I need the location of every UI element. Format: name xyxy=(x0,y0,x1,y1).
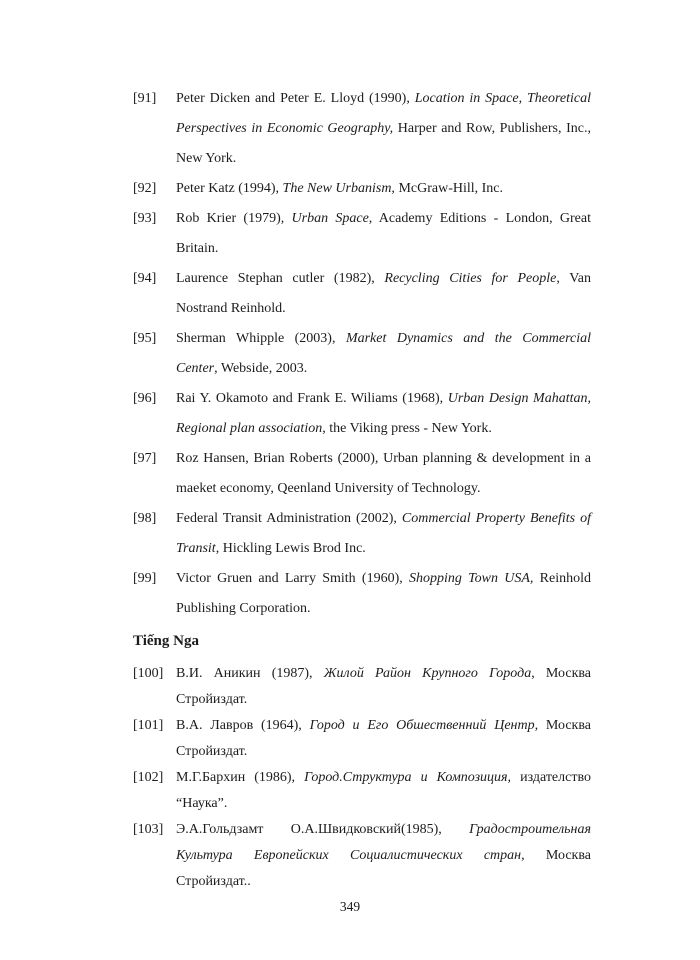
ref-line xyxy=(176,144,591,174)
ref-title-segment: Commercial Property Benefits of xyxy=(401,511,591,526)
ref-number: [103] xyxy=(133,822,164,837)
reference-entry xyxy=(133,661,591,713)
reference-entry xyxy=(133,765,591,817)
ref-line xyxy=(176,869,591,895)
ref-title-segment: Location in Space, Theoretical xyxy=(414,91,591,106)
ref-line xyxy=(176,594,591,624)
ref-text-segment: Rai Y. Okamoto and Frank E. Wiliams (1968), xyxy=(176,391,448,406)
ref-line xyxy=(176,204,591,234)
ref-title-segment: Urban Space, xyxy=(291,211,373,226)
ref-text-segment: Laurence Stephan cutler (1982), xyxy=(176,271,385,286)
ref-number: [98] xyxy=(133,511,157,526)
ref-title-segment: The New Urbanism, xyxy=(282,181,395,196)
ref-line xyxy=(176,354,591,384)
ref-number: [101] xyxy=(133,718,164,733)
ref-text-segment: Peter Katz (1994), xyxy=(176,181,283,196)
reference-entry xyxy=(133,384,591,444)
ref-text-segment: Federal Transit Administration (2002), xyxy=(176,511,402,526)
ref-text-segment: В.А. Лавров (1964), xyxy=(176,718,310,733)
ref-text-segment: Э.А.Гольдзамт О.А.Швидковский(1985), xyxy=(176,822,470,837)
ref-number: [100] xyxy=(133,666,164,681)
ref-line xyxy=(176,384,591,414)
ref-title-segment: Жилой Район Крупного Города xyxy=(323,666,532,681)
reference-entry xyxy=(133,84,591,174)
ref-text-segment: Victor Gruen and Larry Smith (1960), xyxy=(176,571,410,586)
reference-entry xyxy=(133,204,591,264)
ref-text-segment: Sherman Whipple (2003), xyxy=(176,331,346,346)
ref-number: [95] xyxy=(133,331,157,346)
ref-number: [96] xyxy=(133,391,157,406)
ref-title-segment: Shopping Town USA, xyxy=(409,571,534,586)
ref-text-segment: Nostrand Reinhold. xyxy=(176,301,286,316)
ref-line xyxy=(176,661,591,687)
ref-text-segment: Academy Editions - London, Great xyxy=(372,211,592,226)
ref-line xyxy=(176,174,591,204)
ref-title-segment: Градостроительная xyxy=(469,822,591,837)
reference-entry xyxy=(133,324,591,384)
ref-text-segment: Peter Dicken and Peter E. Lloyd (1990), xyxy=(176,91,415,106)
ref-number: [92] xyxy=(133,181,157,196)
reference-entry xyxy=(133,174,591,204)
ref-text-segment: , the Viking press - New York. xyxy=(322,421,492,436)
ref-line xyxy=(176,687,591,713)
ref-line xyxy=(176,84,591,114)
reference-entry xyxy=(133,444,591,504)
ref-number: [99] xyxy=(133,571,157,586)
ref-line xyxy=(176,713,591,739)
ref-title-segment: Urban Design Mahattan, xyxy=(447,391,591,406)
ref-text-segment: В.И. Аникин (1987), xyxy=(176,666,324,681)
reference-entry xyxy=(133,564,591,624)
ref-line xyxy=(176,414,591,444)
ref-line xyxy=(176,324,591,354)
ref-line xyxy=(176,564,591,594)
ref-number: [91] xyxy=(133,91,157,106)
ref-number: [102] xyxy=(133,770,164,785)
reference-entry xyxy=(133,264,591,324)
ref-title-segment: Regional plan association xyxy=(176,421,323,436)
ref-text-segment: , Москва xyxy=(521,848,591,863)
ref-text-segment: Publishing Corporation. xyxy=(176,601,311,616)
ref-text-segment: Стройиздат. xyxy=(176,744,248,759)
ref-line xyxy=(176,817,591,843)
ref-line xyxy=(176,294,591,324)
reference-entry xyxy=(133,504,591,564)
ref-line xyxy=(176,739,591,765)
ref-text-segment: Harper and Row, Publishers, Inc., xyxy=(393,121,591,136)
ref-number: [97] xyxy=(133,451,157,466)
reference-entry xyxy=(133,713,591,765)
ref-title-segment: Recycling Cities for People xyxy=(384,271,557,286)
ref-title-segment: Market Dynamics and the Commercial xyxy=(345,331,591,346)
ref-line xyxy=(176,765,591,791)
ref-title-segment: Perspectives in Economic Geography, xyxy=(176,121,394,136)
ref-title-segment: Культура Европейских Социалистических стран xyxy=(176,848,522,863)
ref-title-segment: Transit xyxy=(176,541,216,556)
ref-text-segment: , Webside, 2003. xyxy=(214,361,308,376)
ref-line xyxy=(176,114,591,144)
ref-title-segment: Город.Структура и Композиция, xyxy=(304,770,512,785)
ref-line xyxy=(176,504,591,534)
ref-text-segment: Москва xyxy=(538,718,591,733)
ref-text-segment: Reinhold xyxy=(533,571,592,586)
page-number: 349 xyxy=(339,899,361,914)
ref-title-segment: Center xyxy=(176,361,215,376)
ref-text-segment: Roz Hansen, Brian Roberts (2000), Urban planning & development in a xyxy=(176,451,591,466)
ref-line xyxy=(176,444,591,474)
ref-text-segment: Стройиздат.. xyxy=(176,874,251,889)
ref-line xyxy=(176,534,591,564)
references-list xyxy=(133,84,591,895)
ref-text-segment: , Москва xyxy=(531,666,592,681)
reference-entry xyxy=(133,817,591,895)
ref-text-segment: Rob Krier (1979), xyxy=(176,211,292,226)
ref-text-segment: издателство xyxy=(511,770,591,785)
ref-line xyxy=(176,474,591,504)
ref-text-segment: Britain. xyxy=(176,241,219,256)
ref-text-segment: New York. xyxy=(176,151,237,166)
ref-line xyxy=(176,234,591,264)
ref-number: [94] xyxy=(133,271,157,286)
ref-text-segment: М.Г.Бархин (1986), xyxy=(176,770,305,785)
ref-text-segment: “Наука”. xyxy=(176,796,228,811)
ref-text-segment: maeket economy, Qeenland University of Technology. xyxy=(176,481,481,496)
ref-text-segment: , Van xyxy=(556,271,591,286)
ref-line xyxy=(176,791,591,817)
section-heading: Tiếng Nga xyxy=(133,633,199,649)
ref-text-segment: McGraw-Hill, Inc. xyxy=(394,181,504,196)
ref-text-segment: , Hickling Lewis Brod Inc. xyxy=(215,541,366,556)
ref-line xyxy=(176,843,591,869)
ref-title-segment: Город и Его Обшественний Центр, xyxy=(309,718,539,733)
ref-number: [93] xyxy=(133,211,157,226)
ref-text-segment: Стройиздат. xyxy=(176,692,248,707)
ref-line xyxy=(176,264,591,294)
